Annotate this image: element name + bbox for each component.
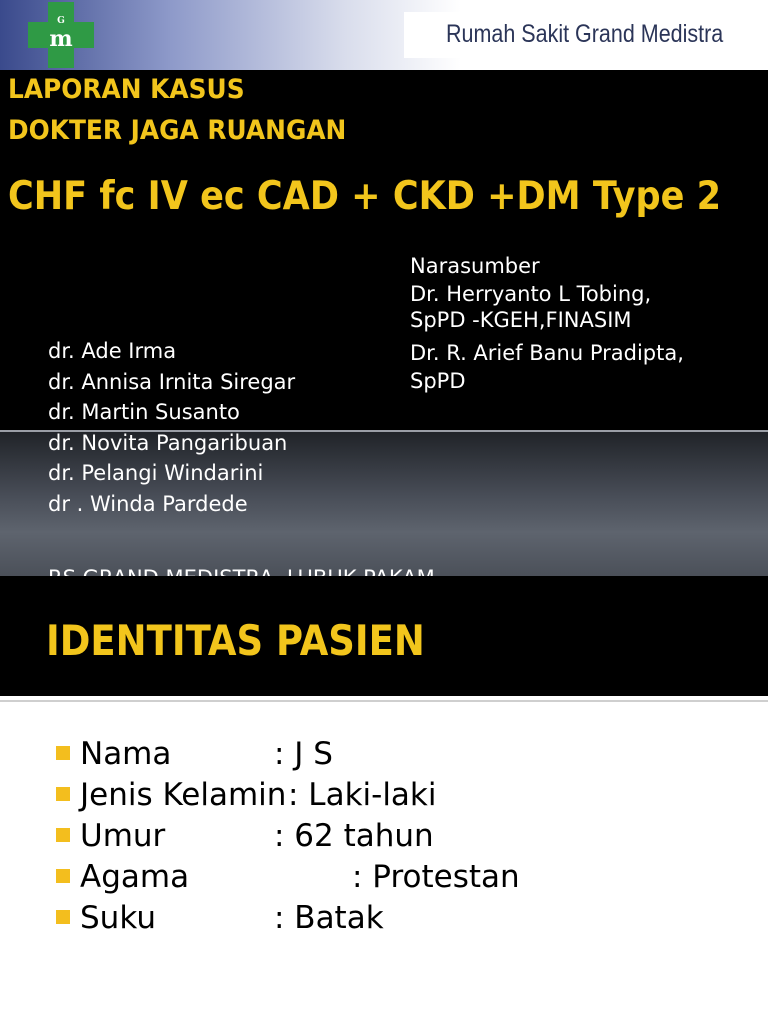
doctor-name: dr. Novita Pangaribuan	[48, 430, 288, 455]
field-value: : Batak	[274, 900, 384, 936]
doctor-name: dr. Ade Irma	[48, 339, 177, 363]
doctor-name: dr . Winda Pardede	[48, 491, 248, 516]
field-label: Suku	[80, 900, 156, 936]
speakers-label: Narasumber	[410, 254, 540, 278]
title-divider	[0, 700, 768, 702]
header-banner	[0, 0, 768, 70]
square-bullet-icon	[56, 787, 70, 801]
field-label: Nama	[80, 736, 172, 772]
logo-letter-g: G	[57, 16, 65, 26]
speaker1-title: SpPD -KGEH,FINASIM	[410, 308, 632, 332]
square-bullet-icon	[56, 828, 70, 842]
doctor-name: dr. Martin Susanto	[48, 400, 240, 424]
field-value: : Laki-laki	[288, 777, 437, 813]
case-title: CHF fc IV ec CAD + CKD +DM Type 2	[8, 174, 722, 219]
square-bullet-icon	[56, 869, 70, 883]
speaker2-title: SpPD	[410, 369, 466, 393]
report-heading-line2: DOKTER JAGA RUANGAN	[8, 115, 347, 146]
hospital-name: Rumah Sakit Grand Medistra	[446, 20, 724, 48]
title-bar	[0, 576, 768, 696]
doctor-name: dr. Pelangi Windarini	[48, 461, 264, 485]
logo-letter-m: m	[49, 26, 73, 52]
field-label: Agama	[80, 859, 190, 895]
field-label: Jenis Kelamin	[80, 777, 287, 813]
slide-title-text: IDENTITAS PASIEN	[46, 616, 425, 665]
field-value: : Protestan	[352, 859, 520, 895]
field-value: : 62 tahun	[274, 818, 434, 854]
doctor-list	[48, 336, 295, 519]
report-heading-line1: LAPORAN KASUS	[8, 74, 245, 105]
hospital-logo-icon	[28, 2, 94, 68]
square-bullet-icon	[56, 910, 70, 924]
field-value: : J S	[274, 736, 333, 772]
doctor-name: dr. Annisa Irnita Siregar	[48, 369, 296, 394]
field-label: Umur	[80, 818, 166, 854]
square-bullet-icon	[56, 746, 70, 760]
slide-patient-identity	[0, 576, 768, 1024]
speaker2-name: Dr. R. Arief Banu Pradipta,	[410, 341, 684, 365]
speakers-block	[410, 252, 684, 394]
speaker1-name: Dr. Herryanto L Tobing,	[410, 282, 652, 306]
